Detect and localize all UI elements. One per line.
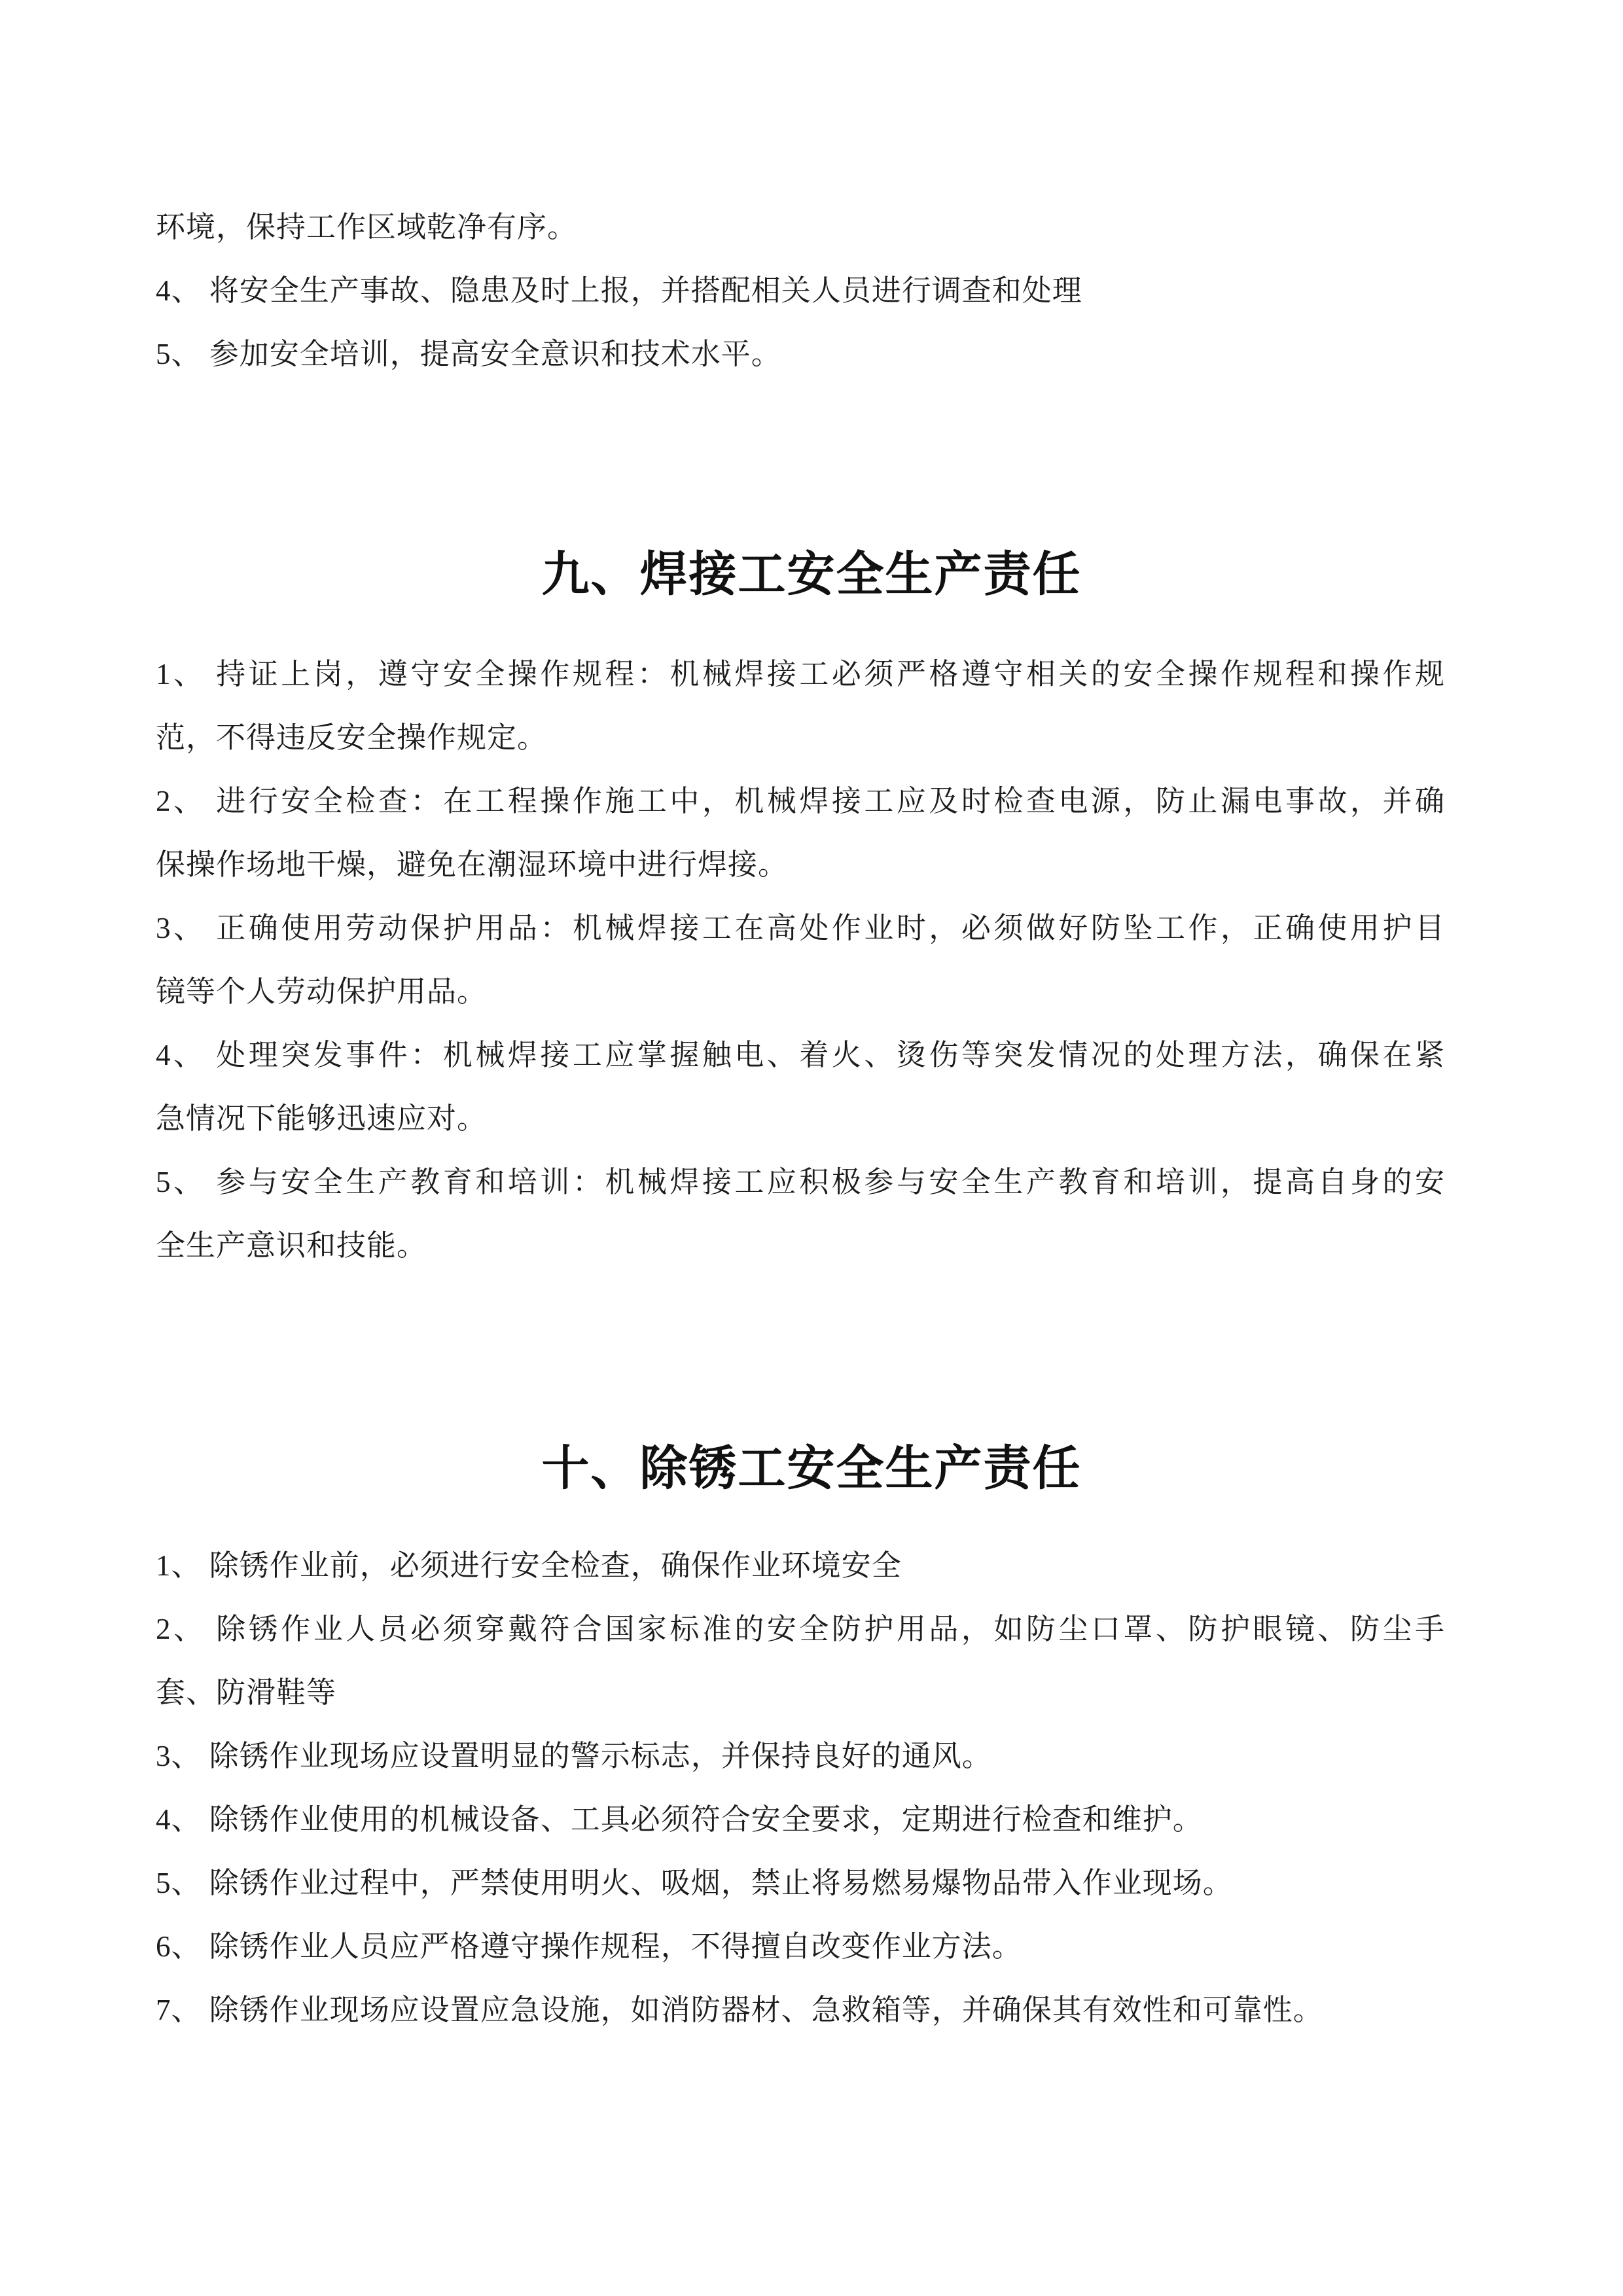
section-title: 九、焊接工安全生产责任 — [541, 548, 1082, 601]
section-title: 十、除锈工安全生产责任 — [541, 1442, 1082, 1495]
text-line: 4、 除锈作业使用的机械设备、工具必须符合安全要求，定期进行检查和维护。 — [156, 1803, 1203, 1836]
section-body — [156, 1534, 1445, 2042]
text-line: 套、防滑鞋等 — [156, 1676, 337, 1709]
section-body — [156, 643, 1445, 1278]
text-line: 4、 将安全生产事故、隐患及时上报，并搭配相关人员进行调查和处理 — [156, 274, 1082, 307]
text-line: 1、 持证上岗，遵守安全操作规程：机械焊接工必须严格遵守相关的安全操作规程和操作规 — [156, 658, 1445, 691]
section — [0, 1444, 1623, 2042]
intro-paragraphs — [156, 0, 1445, 386]
text-line: 环境，保持工作区域乾净有序。 — [156, 211, 578, 243]
text-line: 急情况下能够迅速应对。 — [156, 1102, 488, 1135]
text-line: 5、 参加安全培训，提高安全意识和技术水平。 — [156, 338, 781, 370]
text-line: 2、 除锈作业人员必须穿戴符合国家标准的安全防护用品，如防尘口罩、防护眼镜、防尘手 — [156, 1613, 1445, 1645]
section — [0, 550, 1623, 1278]
text-line: 7、 除锈作业现场应设置应急设施，如消防器材、急救箱等，并确保其有效性和可靠性。 — [156, 1994, 1323, 2026]
text-line: 3、 正确使用劳动保护用品：机械焊接工在高处作业时，必须做好防坠工作，正确使用护目 — [156, 912, 1445, 944]
document-sections — [0, 550, 1623, 2042]
text-line: 范，不得违反安全操作规定。 — [156, 721, 548, 754]
text-line: 4、 处理突发事件：机械焊接工应掌握触电、着火、烫伤等突发情况的处理方法，确保在紧 — [156, 1039, 1445, 1071]
text-line: 保操作场地干燥，避免在潮湿环境中进行焊接。 — [156, 848, 789, 881]
text-line: 6、 除锈作业人员应严格遵守操作规程，不得擅自改变作业方法。 — [156, 1930, 1022, 1963]
text-line: 1、 除锈作业前，必须进行安全检查，确保作业环境安全 — [156, 1549, 902, 1582]
text-line: 全生产意识和技能。 — [156, 1229, 427, 1262]
text-line: 2、 进行安全检查：在工程操作施工中，机械焊接工应及时检查电源，防止漏电事故，并确 — [156, 785, 1445, 817]
text-line: 5、 除锈作业过程中，严禁使用明火、吸烟，禁止将易燃易爆物品带入作业现场。 — [156, 1867, 1233, 1899]
text-line: 3、 除锈作业现场应设置明显的警示标志，并保持良好的通风。 — [156, 1740, 992, 1772]
text-line: 镜等个人劳动保护用品。 — [156, 975, 488, 1008]
text-line: 5、 参与安全生产教育和培训：机械焊接工应积极参与安全生产教育和培训，提高自身的安 — [156, 1166, 1445, 1198]
